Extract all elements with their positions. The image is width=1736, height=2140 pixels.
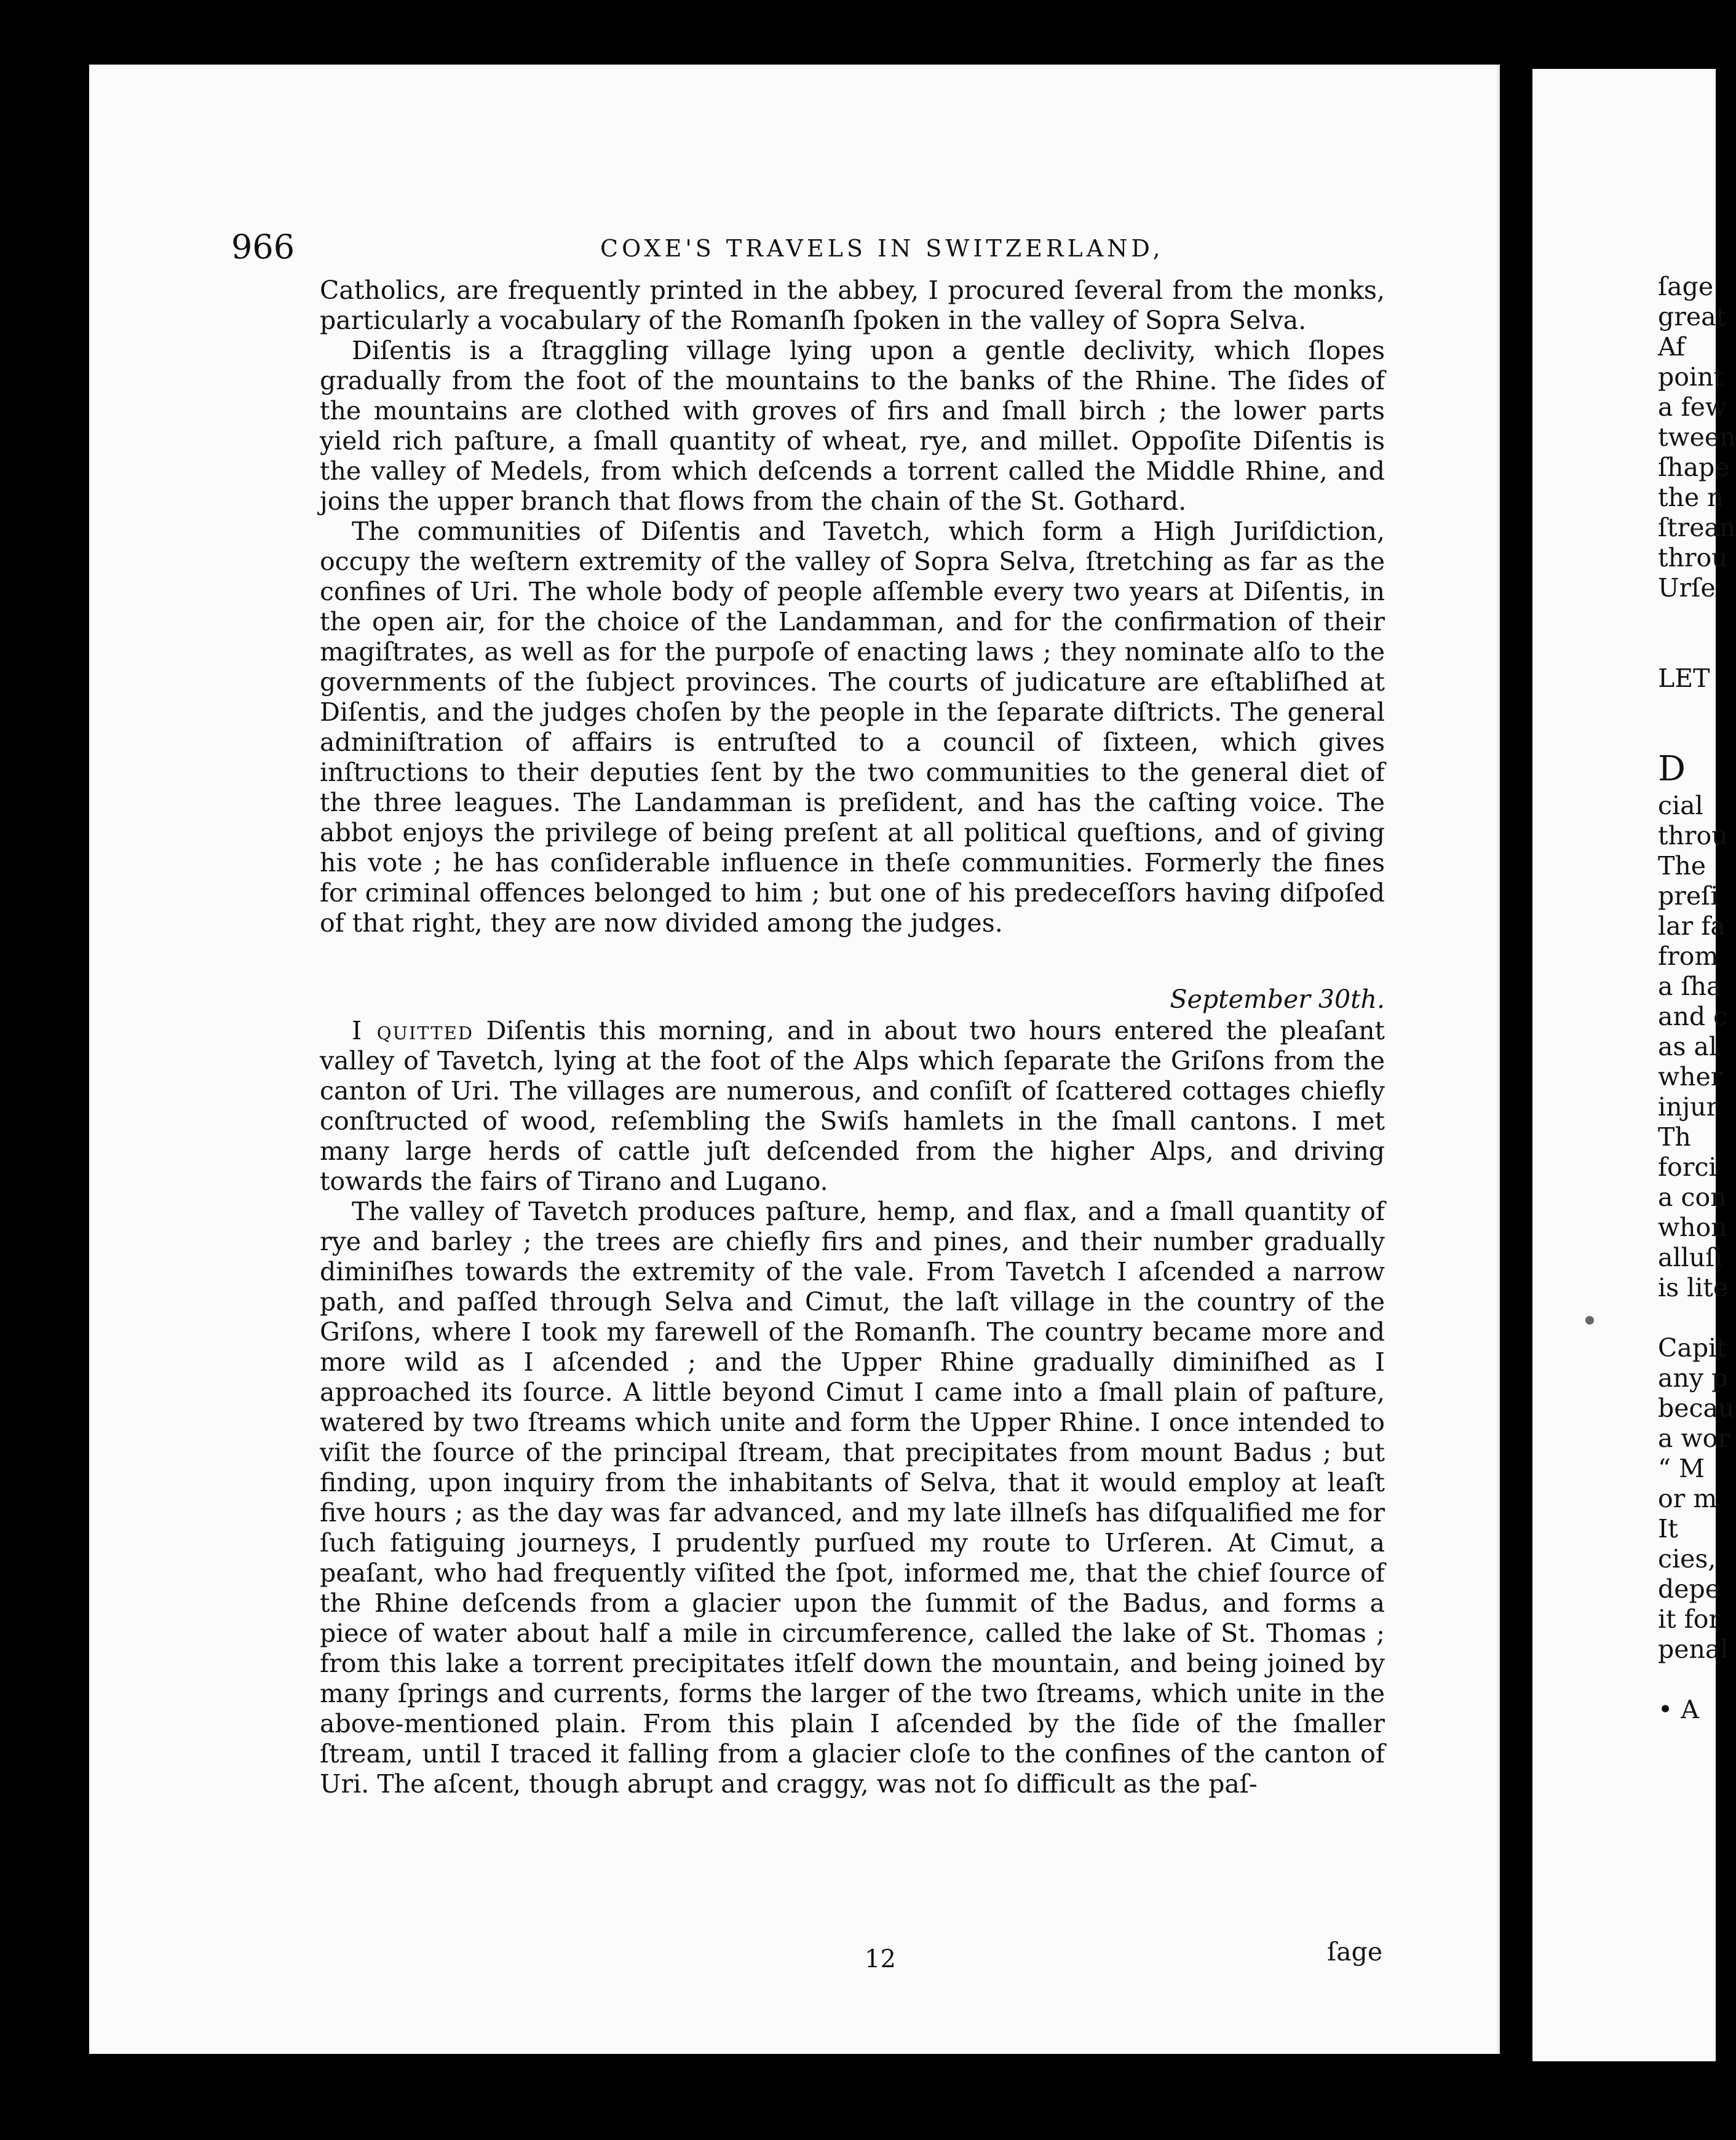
fragment-line: forci — [1658, 1152, 1717, 1182]
paragraph — [320, 1016, 1385, 1197]
fragment-line: wher — [1658, 1062, 1723, 1092]
fragment-line: Urſe — [1658, 573, 1716, 603]
fragment-line: depe — [1658, 1574, 1721, 1604]
fragment-line: any p — [1658, 1363, 1728, 1393]
fragment-line: The — [1658, 851, 1706, 881]
printer-signature: 12 — [865, 1945, 896, 1973]
paragraph-rest: Diſentis this morning, and in about two hours entered the pleaſant valley of Tavetch, lying at the foot of the Alps which ſeparate the Griſons from the canton of Uri. The villages are numerous, and conſiſt of ſcattered cottages chiefly conſtructed of wood, reſembling the Swiſs hamlets in the ſmall cantons. I met many large herds of cattle juſt deſcended from the higher Alps, and driving towards the fairs of Tirano and Lugano. — [320, 1016, 1385, 1196]
fragment-line: Capit — [1658, 1333, 1727, 1363]
fragment-line: “ M — [1658, 1454, 1705, 1483]
fragment-line: great — [1658, 302, 1727, 331]
right-page-edge — [1532, 69, 1736, 2061]
fragment-line: as al — [1658, 1032, 1718, 1061]
paragraph: The valley of Tavetch produces paſture, hemp, and flax, and a ſmall quantity of rye and barley ; the trees are chiefly firs and pines, and their number gradually diminiſhes towards the extremity of the vale. From Tavetch I aſcended a narrow path, and paſſed through Selva and Cimut, the laſt village in the country of the Griſons, where I took my farewell of the Romanſh. The country became more and more wild as I aſcended ; and the Upper Rhine gradually diminiſhed as I approached its ſource. A little beyond Cimut I came into a ſmall plain of paſture, watered by two ſtreams which unite and form the Upper Rhine. I once intended to viſit the ſource of the principal ſtream, that precipitates from mount Badus ; but finding, upon inquiry from the inhabitants of Selva, that it would employ at leaſt five hours ; as the day was far advanced, and my late illneſs has diſqualified me for ſuch fatiguing journeys, I prudently purſued my route to Urſeren. At Cimut, a peaſant, who had frequently viſited the ſpot, informed me, that the chief ſource of the Rhine deſcends from a glacier upon the ſummit of the Badus, and forms a piece of water about half a mile in circumference, called the lake of St. Thomas ; from this lake a torrent precipitates itſelf down the mountain, and being joined by many ſprings and currents, forms the larger of the two ſtreams, which unite in the above-mentioned plain. From this plain I aſcended by the ſide of the ſmaller ſtream, until I traced it falling from a glacier cloſe to the confines of the canton of Uri. The aſcent, though abrupt and craggy, was not ſo difficult as the paſ- — [320, 1197, 1385, 1799]
fragment-line: injur — [1658, 1092, 1719, 1122]
paragraph: The communities of Diſentis and Tavetch, which form a High Juriſdiction, occupy the weſtern extremity of the valley of Sopra Selva, ſtretching as far as the confines of Uri. The whole body of people aſſemble every two years at Diſentis, in the open air, for the choice of the Landamman, and for the confirmation of their magiſtrates, as well as for the purpoſe of enacting laws ; they nominate alſo to the governments of the ſubject provinces. The courts of judicature are eſtabliſhed at Diſentis, and the judges choſen by the people in the ſeparate diſtricts. The general adminiſtration of affairs is entruſted to a council of ſixteen, which gives inſtructions to their deputies ſent by the two communities to the general diet of the three leagues. The Landamman is preſident, and has the caſting voice. The abbot enjoys the privilege of being preſent at all political queſtions, and of giving his vote ; he has conſiderable influence in theſe communities. Formerly the fines for criminal offences belonged to him ; but one of his predeceſſors having diſpoſed of that right, they are now divided among the judges. — [320, 517, 1385, 938]
paragraph: Catholics, are frequently printed in the abbey, I procured ſeveral from the monks, particularly a vocabulary of the Romanſh ſpoken in the valley of Sopra Selva. — [320, 275, 1385, 335]
fragment-line: lar fa — [1658, 911, 1726, 941]
fragment-line: ſtrean — [1658, 513, 1736, 542]
fragment-line: it for — [1658, 1604, 1721, 1634]
dateline: September 30th. — [1170, 985, 1385, 1014]
catchword: ſage — [1327, 1937, 1383, 1967]
fragment-line: alluſi — [1658, 1243, 1723, 1272]
body-text — [320, 275, 1385, 1799]
fragment-line: Th — [1658, 1122, 1691, 1152]
fragment-line: a wor — [1658, 1424, 1730, 1453]
page-number: 966 — [231, 228, 295, 266]
fragment-line: tween — [1658, 422, 1736, 452]
fragment-line: It — [1658, 1514, 1678, 1544]
fragment-line: or m — [1658, 1484, 1718, 1513]
fragment-line: cies, — [1658, 1544, 1716, 1574]
fragment-line: Af — [1658, 332, 1686, 362]
page-header — [231, 228, 1385, 271]
fragment-line: is lite — [1658, 1273, 1729, 1302]
fragment-line: penal — [1658, 1635, 1729, 1664]
fragment-line: preſi — [1658, 881, 1719, 911]
fragment-line: cial — [1658, 791, 1703, 820]
fragment-line: from — [1658, 941, 1719, 971]
paragraph: Diſentis is a ſtraggling village lying upon a gentle declivity, which ſlopes gradually from the foot of the mountains to the banks of the Rhine. The ſides of the mountains are clothed with groves of firs and ſmall birch ; the lower parts yield rich paſture, a ſmall quantity of wheat, rye, and millet. Oppoſite Diſentis is the valley of Medels, from which deſcends a torrent called the Middle Rhine, and joins the upper branch that flows from the chain of the St. Gothard. — [320, 336, 1385, 516]
fragment-line: LET — [1658, 664, 1710, 693]
fragment-line: point — [1658, 362, 1724, 392]
fragment-line: whon — [1658, 1213, 1727, 1242]
fragment-line: • A — [1658, 1695, 1699, 1724]
right-page-text-fragments — [1658, 272, 1736, 1725]
fragment-initial: D — [1658, 749, 1686, 789]
ink-speck — [1585, 1316, 1594, 1325]
fragment-line: the n — [1658, 483, 1724, 512]
fragment-line: a few — [1658, 392, 1727, 422]
fragment-line: becau — [1658, 1393, 1735, 1423]
fragment-line: ſhape — [1658, 453, 1730, 482]
fragment-line: a ſha — [1658, 972, 1722, 1001]
fragment-line: ſage — [1658, 272, 1714, 301]
fragment-line: throu — [1658, 543, 1728, 573]
fragment-line: and c — [1658, 1002, 1728, 1031]
fragment-line: a con — [1658, 1183, 1727, 1212]
paragraph-lead: I quitted — [352, 1016, 474, 1045]
running-title: COXE'S TRAVELS IN SWITZERLAND, — [600, 235, 1164, 262]
fragment-line: throu — [1658, 821, 1728, 850]
